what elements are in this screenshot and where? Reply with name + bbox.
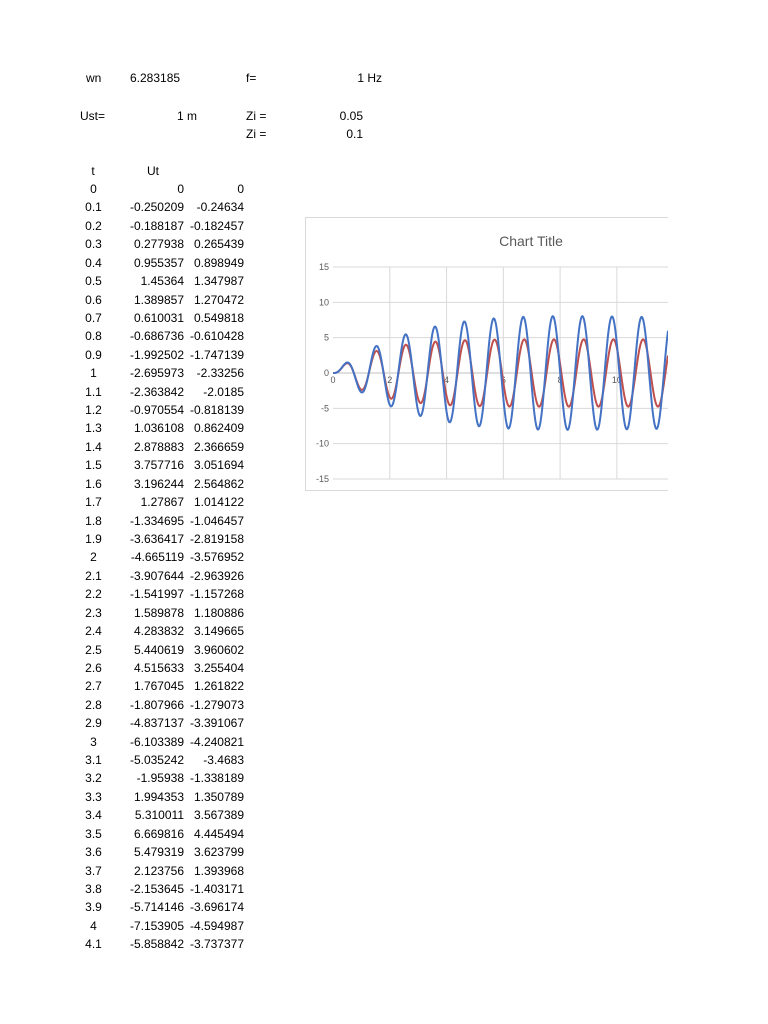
ust-value: 1 m (176, 109, 197, 123)
cell-ut-zeta-0-1: 1.180886 (193, 605, 244, 620)
cell-t: 4.1 (85, 937, 102, 952)
cell-ut-zeta-0-05: -2.153645 (129, 881, 184, 896)
cell-t: 1.2 (85, 403, 102, 418)
cell-t: 3 (90, 734, 97, 749)
cell-ut-zeta-0-05: -1.807966 (129, 697, 184, 712)
cell-ut-zeta-0-1: -2.33256 (196, 366, 244, 381)
x-tick-label: 6 (500, 375, 506, 385)
column-header-ut: Ut (147, 164, 159, 178)
cell-ut-zeta-0-1: -0.818139 (189, 403, 244, 418)
chart-title: Chart Title (499, 233, 563, 249)
cell-t: 3.9 (85, 900, 102, 915)
cell-t: 2.4 (85, 624, 102, 639)
y-tick-label: 10 (318, 297, 329, 308)
f-value: 1 Hz (357, 71, 382, 85)
cell-ut-zeta-0-1: 1.347987 (193, 274, 244, 289)
x-tick-label: 2 (387, 375, 393, 385)
cell-ut-zeta-0-1: 4.445494 (193, 826, 244, 841)
cell-ut-zeta-0-1: -0.24634 (196, 200, 244, 215)
cell-t: 2.8 (85, 697, 102, 712)
cell-t: 2.7 (85, 679, 102, 694)
column-header-t: t (91, 164, 95, 178)
cell-ut-zeta-0-1: -1.046457 (189, 513, 244, 528)
cell-ut-zeta-0-1: -1.338189 (189, 771, 244, 786)
cell-ut-zeta-0-1: -1.747139 (189, 347, 244, 362)
cell-t: 3.7 (85, 863, 102, 878)
y-tick-label: -5 (320, 403, 329, 414)
cell-t: 1.6 (85, 476, 102, 491)
cell-ut-zeta-0-1: -1.279073 (189, 697, 244, 712)
cell-ut-zeta-0-05: -6.103389 (129, 734, 184, 749)
cell-ut-zeta-0-1: -4.594987 (189, 918, 244, 933)
cell-ut-zeta-0-05: 3.757716 (133, 458, 184, 473)
cell-ut-zeta-0-1: 2.366659 (193, 439, 244, 454)
cell-ut-zeta-0-05: -1.95938 (136, 771, 184, 786)
cell-t: 1 (90, 366, 97, 381)
cell-ut-zeta-0-1: -2.819158 (189, 531, 244, 546)
cell-ut-zeta-0-05: -0.250209 (129, 200, 184, 215)
cell-t: 1.1 (85, 384, 102, 399)
cell-ut-zeta-0-05: 2.123756 (133, 863, 184, 878)
cell-ut-zeta-0-05: 0 (177, 182, 184, 196)
cell-t: 1.7 (85, 495, 102, 510)
cell-ut-zeta-0-05: 1.767045 (133, 679, 184, 694)
wn-label: wn (86, 71, 102, 85)
cell-ut-zeta-0-05: 2.878883 (133, 439, 184, 454)
cell-ut-zeta-0-05: -3.636417 (129, 531, 184, 546)
cell-t: 3.2 (85, 771, 102, 786)
cell-ut-zeta-0-05: 1.27867 (140, 495, 184, 510)
zi1-value: 0.05 (339, 109, 363, 123)
cell-t: 3.5 (85, 826, 102, 841)
cell-t: 2.3 (85, 605, 102, 620)
cell-ut-zeta-0-05: -1.541997 (129, 587, 184, 602)
cell-ut-zeta-0-05: 4.283832 (133, 624, 184, 639)
x-tick-label: 0 (330, 375, 336, 385)
cell-ut-zeta-0-1: -2.963926 (189, 568, 244, 583)
cell-ut-zeta-0-1: 0.898949 (193, 255, 244, 270)
cell-ut-zeta-0-1: 1.270472 (193, 292, 244, 307)
cell-ut-zeta-0-1: -1.157268 (189, 587, 244, 602)
x-tick-label: 8 (557, 375, 563, 385)
cell-t: 2.9 (85, 716, 102, 731)
cell-t: 0.6 (85, 292, 102, 307)
cell-t: 0.7 (85, 310, 102, 325)
cell-ut-zeta-0-05: 1.589878 (133, 605, 184, 620)
cell-ut-zeta-0-1: 2.564862 (193, 476, 244, 491)
cell-ut-zeta-0-05: 5.310011 (134, 808, 184, 823)
cell-ut-zeta-0-1: 3.051694 (193, 458, 244, 473)
cell-t: 0.4 (85, 255, 102, 270)
cell-ut-zeta-0-1: 1.261822 (193, 679, 244, 694)
cell-t: 0.8 (85, 329, 102, 344)
cell-ut-zeta-0-05: -5.858842 (129, 937, 184, 952)
cell-t: 4 (90, 918, 97, 933)
cell-ut-zeta-0-1: 0.265439 (193, 237, 244, 252)
cell-ut-zeta-0-05: 4.515633 (133, 660, 184, 675)
cell-ut-zeta-0-05: -4.837137 (129, 716, 184, 731)
cell-t: 0.9 (85, 347, 102, 362)
y-tick-label: -10 (315, 438, 329, 449)
cell-t: 2.6 (85, 660, 102, 675)
cell-ut-zeta-0-1: 1.350789 (193, 789, 244, 804)
cell-ut-zeta-0-05: 1.45364 (140, 274, 184, 289)
cell-ut-zeta-0-1: -4.240821 (189, 734, 244, 749)
cell-t: 2 (90, 550, 97, 565)
cell-t: 3.6 (85, 845, 102, 860)
cell-ut-zeta-0-05: 0.277938 (133, 237, 184, 252)
cell-ut-zeta-0-1: -0.610428 (189, 329, 244, 344)
cell-ut-zeta-0-1: 0.862409 (193, 421, 244, 436)
cell-t: 0.2 (85, 218, 102, 233)
cell-t: 1.9 (85, 531, 102, 546)
cell-ut-zeta-0-05: 5.479319 (133, 845, 184, 860)
cell-ut-zeta-0-05: -1.334695 (129, 513, 184, 528)
cell-ut-zeta-0-1: -3.4683 (203, 753, 244, 768)
cell-ut-zeta-0-05: -3.907644 (129, 568, 184, 583)
cell-t: 0.1 (85, 200, 102, 215)
cell-t: 1.5 (85, 458, 102, 473)
cell-t: 3.4 (85, 808, 102, 823)
cell-ut-zeta-0-05: -7.153905 (129, 918, 184, 933)
cell-t: 1.4 (85, 439, 102, 454)
cell-ut-zeta-0-05: -0.970554 (129, 403, 184, 418)
cell-t: 3.3 (85, 789, 102, 804)
cell-ut-zeta-0-05: -0.686736 (129, 329, 184, 344)
cell-t: 0 (90, 182, 97, 196)
cell-t: 1.8 (85, 513, 102, 528)
x-axis-ticks (330, 375, 621, 385)
cell-t: 0.3 (85, 237, 102, 252)
x-tick-label: 10 (611, 375, 622, 385)
wn-value: 6.283185 (130, 71, 181, 85)
cell-ut-zeta-0-1: -3.737377 (189, 937, 244, 952)
cell-ut-zeta-0-1: 1.393968 (193, 863, 244, 878)
line-chart (305, 217, 668, 491)
cell-ut-zeta-0-05: -2.363842 (129, 384, 184, 399)
cell-ut-zeta-0-05: 1.036108 (133, 421, 184, 436)
cell-ut-zeta-0-1: -3.391067 (189, 716, 244, 731)
y-tick-label: -15 (315, 474, 329, 484)
cell-ut-zeta-0-1: 3.149665 (193, 624, 244, 639)
zi2-value: 0.1 (346, 127, 363, 141)
cell-ut-zeta-0-1: -3.576952 (189, 550, 244, 565)
cell-ut-zeta-0-1: -1.403171 (189, 881, 244, 896)
x-tick-label: 4 (444, 375, 450, 385)
cell-ut-zeta-0-05: 5.440619 (133, 642, 184, 657)
cell-ut-zeta-0-05: -5.714146 (129, 900, 184, 915)
cell-t: 2.1 (85, 568, 102, 583)
cell-ut-zeta-0-1: 0.549818 (193, 310, 244, 325)
cell-ut-zeta-0-1: -2.0185 (203, 384, 244, 399)
cell-ut-zeta-0-05: -2.695973 (129, 366, 184, 381)
cell-ut-zeta-0-1: 3.567389 (193, 808, 244, 823)
cell-t: 3.8 (85, 881, 102, 896)
cell-ut-zeta-0-1: 1.014122 (193, 495, 244, 510)
y-tick-label: 5 (323, 332, 329, 343)
cell-ut-zeta-0-05: 1.389857 (133, 292, 184, 307)
y-tick-label: 15 (318, 262, 329, 272)
cell-t: 0.5 (85, 274, 102, 289)
cell-ut-zeta-0-1: -3.696174 (189, 900, 244, 915)
cell-ut-zeta-0-05: -0.188187 (129, 218, 184, 233)
cell-t: 3.1 (85, 753, 102, 768)
cell-ut-zeta-0-1: -0.182457 (189, 218, 244, 233)
zi1-label: Zi = (246, 109, 267, 123)
cell-ut-zeta-0-05: -5.035242 (129, 753, 184, 768)
cell-ut-zeta-0-05: -1.992502 (129, 347, 184, 362)
cell-ut-zeta-0-05: 6.669816 (133, 826, 184, 841)
cell-ut-zeta-0-05: -4.665119 (130, 550, 184, 565)
cell-ut-zeta-0-1: 3.255404 (193, 660, 244, 675)
y-axis-ticks (316, 262, 329, 484)
cell-t: 2.2 (85, 587, 102, 602)
f-label: f= (246, 71, 257, 85)
cell-t: 2.5 (85, 642, 102, 657)
y-tick-label: 0 (323, 368, 329, 378)
zi2-label: Zi = (246, 127, 267, 141)
cell-ut-zeta-0-1: 3.960602 (193, 642, 244, 657)
cell-ut-zeta-0-05: 1.994353 (133, 789, 184, 804)
ust-label: Ust= (80, 109, 106, 123)
cell-ut-zeta-0-05: 0.955357 (133, 255, 184, 270)
cell-ut-zeta-0-1: 0 (237, 182, 244, 196)
cell-ut-zeta-0-1: 3.623799 (193, 845, 244, 860)
cell-ut-zeta-0-05: 0.610031 (133, 310, 184, 325)
cell-ut-zeta-0-05: 3.196244 (133, 476, 184, 491)
cell-t: 1.3 (85, 421, 102, 436)
